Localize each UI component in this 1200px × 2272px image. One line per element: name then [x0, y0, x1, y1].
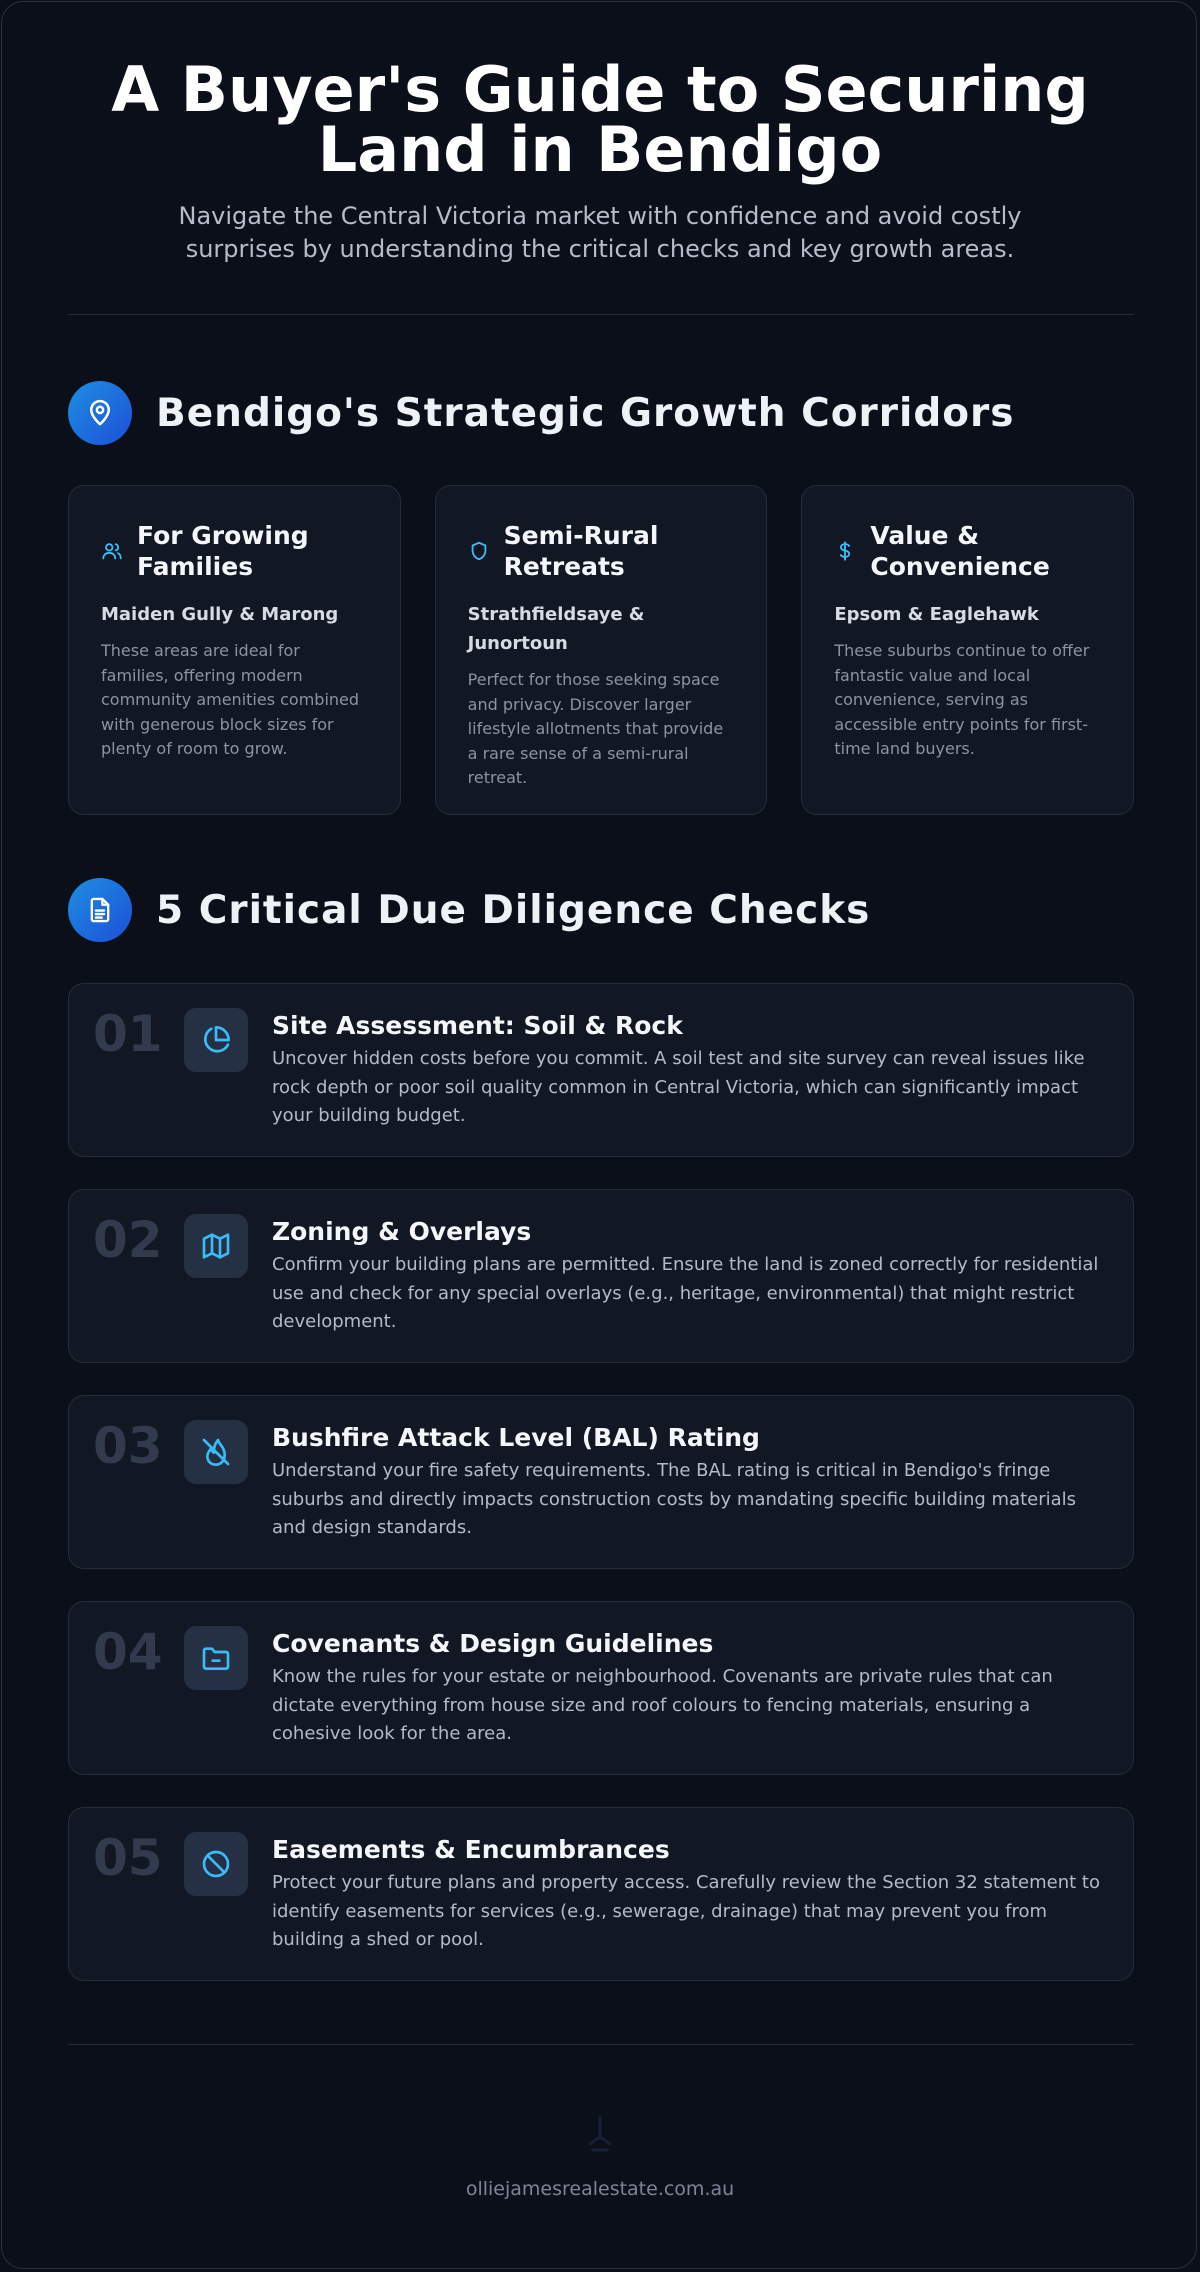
check-description: Confirm your building plans are permitted. Ensure the land is zoned correctly for residential use and check for any special overlays (e.g., heritage, environmental) that might restrict development. — [272, 1254, 1099, 1332]
check-number: 02 — [93, 1211, 163, 1269]
check-description: Protect your future plans and property access. Carefully review the Section 32 statement to identify easements for services (e.g., sewerage, drainage) that may prevent you from building a shed or pool. — [272, 1872, 1100, 1950]
check-title: Site Assessment: Soil & Rock — [272, 1011, 683, 1040]
check-title: Easements & Encumbrances — [272, 1835, 670, 1864]
folder-icon — [184, 1626, 248, 1690]
corridor-card-title: Value & Convenience — [870, 521, 1050, 581]
check-title: Bushfire Attack Level (BAL) Rating — [272, 1423, 760, 1452]
checks-heading: 5 Critical Due Diligence Checks — [156, 887, 871, 933]
check-item-site-assessment — [68, 983, 1134, 1157]
check-title: Covenants & Design Guidelines — [272, 1629, 714, 1658]
map-pin-icon — [68, 381, 132, 445]
check-description: Uncover hidden costs before you commit. A soil test and site survey can reveal issues like rock depth or poor soil quality common in Central Victoria, which can significantly impact your building budget. — [272, 1048, 1085, 1126]
hero — [2, 53, 1197, 266]
check-description: Understand your fire safety requirements. The BAL rating is critical in Bendigo's fringe suburbs and directly impacts construction costs by mandating specific building materials and design standards. — [272, 1460, 1077, 1538]
dollar-icon — [834, 540, 856, 562]
check-item-zoning — [68, 1189, 1134, 1363]
corridor-card-area: Epsom & Eaglehawk — [834, 604, 1039, 625]
corridors-section-header — [68, 381, 1015, 445]
corridor-card-semi-rural — [435, 485, 768, 815]
page-subtitle: Navigate the Central Victoria market with confidence and avoid costly surprises by understanding the critical checks and key growth areas. — [178, 202, 1022, 263]
check-item-easements — [68, 1807, 1134, 1981]
check-item-covenants — [68, 1601, 1134, 1775]
corridor-card-description: Perfect for those seeking space and privacy. Discover larger lifestyle allotments that provide a rare sense of a semi-rural retreat. — [467, 670, 724, 787]
page-title: A Buyer's Guide to Securing Land in Bendigo — [111, 53, 1089, 186]
corridor-card-value — [801, 485, 1134, 815]
map-icon — [184, 1214, 248, 1278]
footer-website[interactable]: olliejamesrealestate.com.au — [465, 2178, 735, 2200]
check-number: 01 — [93, 1005, 163, 1063]
check-description: Know the rules for your estate or neighbourhood. Covenants are private rules that can dictate everything from house size and roof colours to fencing materials, ensuring a cohesive look for the area. — [272, 1666, 1053, 1744]
checks-section-header — [68, 878, 870, 942]
pie-chart-icon — [184, 1008, 248, 1072]
shield-icon — [468, 540, 490, 562]
corridor-cards — [68, 485, 1134, 815]
check-item-bal-rating — [68, 1395, 1134, 1569]
users-icon — [101, 540, 123, 562]
corridor-card-description: These areas are ideal for families, offering modern community amenities combined with generous block sizes for plenty of room to grow. — [101, 641, 360, 758]
page-frame — [1, 1, 1197, 2269]
corridor-card-area: Strathfieldsaye & Junortoun — [467, 604, 645, 654]
brand-logo — [585, 2114, 615, 2158]
corridor-card-families — [68, 485, 401, 815]
check-number: 04 — [93, 1623, 163, 1681]
corridors-heading: Bendigo's Strategic Growth Corridors — [156, 390, 1015, 436]
divider — [68, 2044, 1134, 2045]
check-number: 05 — [93, 1829, 163, 1887]
corridor-card-description: These suburbs continue to offer fantastic value and local convenience, serving as accessible entry points for first-time land buyers. — [834, 641, 1090, 758]
corridor-card-title: For Growing Families — [137, 521, 309, 581]
divider — [68, 314, 1134, 315]
ban-icon — [184, 1832, 248, 1896]
document-icon — [68, 878, 132, 942]
flame-off-icon — [184, 1420, 248, 1484]
check-title: Zoning & Overlays — [272, 1217, 532, 1246]
corridor-card-title: Semi-Rural Retreats — [503, 521, 659, 581]
corridor-card-area: Maiden Gully & Marong — [101, 604, 339, 625]
check-number: 03 — [93, 1417, 163, 1475]
checks-list — [68, 983, 1134, 2013]
